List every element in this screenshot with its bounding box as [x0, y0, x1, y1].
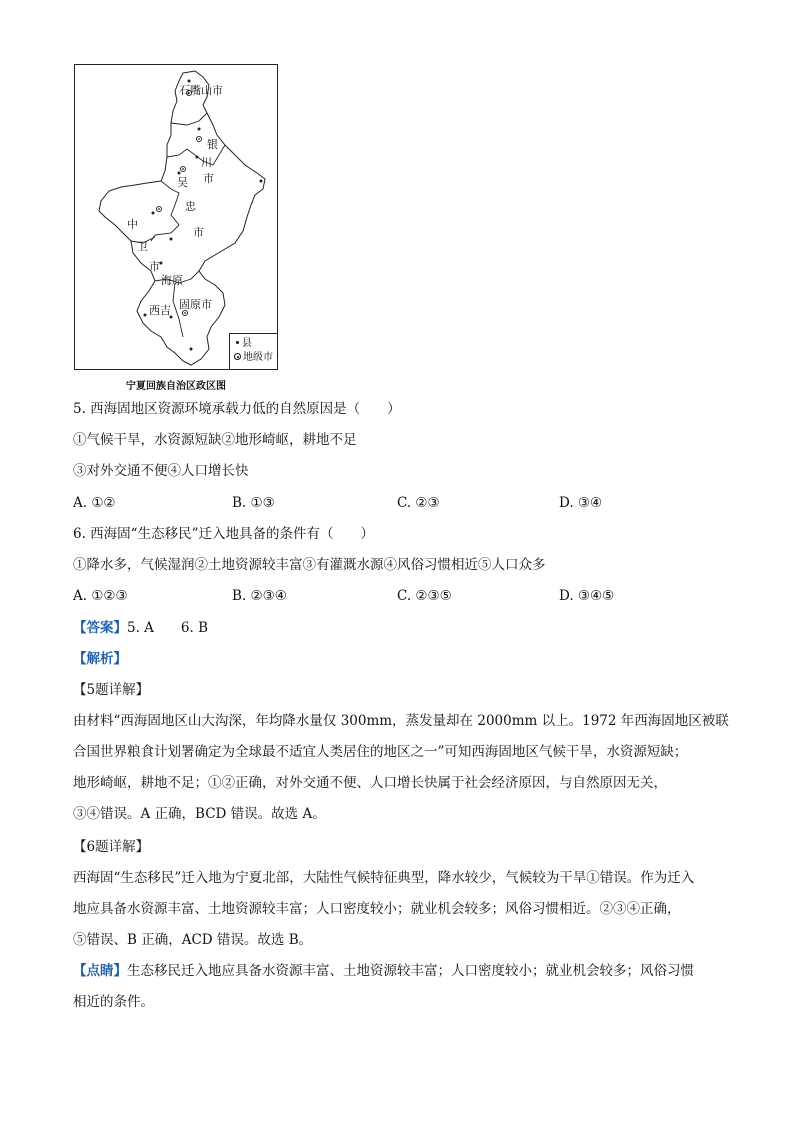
ningxia-map — [74, 64, 278, 370]
map-label-shi-yinchuan: 市 — [203, 172, 214, 185]
prefecture-ring-icon — [234, 353, 241, 360]
map-label-xiji: 西吉 — [149, 304, 171, 317]
q6-option-b: B. ②③④ — [232, 588, 287, 604]
map-label-zhong: 中 — [127, 218, 138, 231]
legend-county: 县 — [242, 338, 252, 349]
detail5-line-1: 由材料“西海固地区山大沟深，年均降水量仅 300mm，蒸发量却在 2000mm 以上。1972 年西海固地区被联 — [73, 713, 729, 729]
analysis-tag: 【解析】 — [73, 651, 127, 667]
detail6-line-2: 地应具备水资源丰富、土地资源较丰富；人口密度较小；就业机会较多；风俗习惯相近。②③④正确， — [73, 901, 681, 917]
map-label-shi-wuzhong: 市 — [193, 226, 204, 239]
detail6-heading: 【6题详解】 — [73, 839, 150, 855]
comment-line-2: 相近的条件。 — [73, 994, 154, 1010]
detail6-line-1: 西海固“生态移民”迁入地为宁夏北部，大陆性气候特征典型，降水较少，气候较为干旱①错误。作为迁入 — [73, 870, 695, 886]
q5-option-b: B. ①③ — [232, 495, 275, 511]
map-legend — [229, 333, 277, 369]
q6-stem: 6. 西海固“生态移民”迁入地具备的条件有（ ） — [73, 526, 374, 542]
comment-tag: 【点睛】 — [73, 963, 127, 979]
map-label-shizuishan: 石嘴山市 — [179, 84, 223, 97]
detail5-line-2: 合国世界粮食计划署确定为全球最不适宜人类居住的地区之一”可知西海固地区气候干旱，水资源短缺； — [73, 744, 688, 760]
answer-tag: 【答案】 — [73, 620, 127, 636]
q5-stem: 5. 西海固地区资源环境承载力低的自然原因是（ ） — [73, 401, 401, 417]
map-label-yin: 银 — [207, 138, 218, 151]
comment-line-1-text: 生态移民迁入地应具备水资源丰富、土地资源较丰富；人口密度较小；就业机会较多；风俗习惯 — [127, 963, 694, 979]
map-label-guyuan: 固原市 — [179, 298, 212, 311]
map-caption: 宁夏回族自治区政区图 — [126, 381, 226, 392]
comment-body — [73, 956, 723, 1018]
comment-line-1 — [73, 956, 723, 987]
q5-option-a: A. ①② — [73, 495, 116, 511]
answer-text: 5. A 6. B — [127, 620, 209, 636]
map-label-wei: 卫 — [137, 240, 148, 253]
q6-option-a: A. ①②③ — [73, 588, 128, 604]
map-label-shi-zhongwei: 市 — [149, 260, 160, 273]
detail5-line-4: ③④错误。A 正确，BCD 错误。故选 A。 — [73, 806, 326, 822]
answer-line — [73, 619, 208, 637]
map-label-haiyuan: 海原 — [161, 274, 183, 287]
q5-statement-2: ③对外交通不便④人口增长快 — [73, 463, 249, 479]
q5-option-d: D. ③④ — [559, 495, 603, 511]
detail5-line-3: 地形崎岖，耕地不足；①②正确，对外交通不便、人口增长快属于社会经济原因，与自然原因无关， — [73, 775, 667, 791]
q6-option-c: C. ②③⑤ — [397, 588, 452, 604]
detail5-heading: 【5题详解】 — [73, 682, 150, 698]
q5-option-c: C. ②③ — [397, 495, 440, 511]
detail6-body — [73, 863, 723, 956]
q5-statement-1: ①气候干旱，水资源短缺②地形崎岖，耕地不足 — [73, 432, 357, 448]
county-dot-icon — [236, 341, 239, 344]
q6-option-d: D. ③④⑤ — [559, 588, 615, 604]
q6-statement-1: ①降水多，气候湿润②土地资源较丰富③有灌溉水源④风俗习惯相近⑤人口众多 — [73, 557, 546, 573]
map-label-wu: 吴 — [177, 176, 188, 189]
detail5-body — [73, 706, 729, 830]
analysis-line — [73, 650, 127, 668]
map-label-zhong-wuzhong: 忠 — [185, 200, 196, 213]
legend-prefecture: 地级市 — [243, 352, 273, 363]
map-label-chuan: 川 — [201, 156, 212, 169]
map-outline — [75, 65, 279, 371]
detail6-line-3: ⑤错误、B 正确，ACD 错误。故选 B。 — [73, 932, 313, 948]
